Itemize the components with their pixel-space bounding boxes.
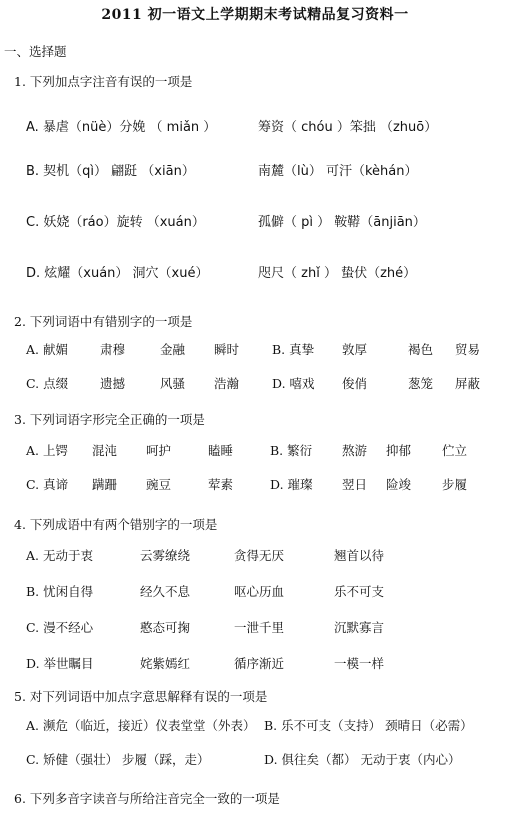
q2-c-word-4: 浩瀚 <box>214 376 240 391</box>
q3-a-word-1: A. 上锷 <box>26 443 68 458</box>
question-3-stem: 3. 下列词语字形完全正确的一项是 <box>14 412 205 427</box>
q2-a-word-3: 金融 <box>160 342 186 357</box>
q5-option-d: D. 俱往矣（都） 无动于衷（内心） <box>264 752 461 767</box>
q1-option-b-right: 南麓（lù） 可汗（kèhán） <box>258 164 418 179</box>
q4-c-idiom-2: 憨态可掬 <box>140 620 191 635</box>
q1-option-d-right: 咫尺（ zhǐ ） 蛰伏（zhé） <box>258 266 417 281</box>
q1-option-c-right: 孤僻（ pì ） 鞍鞯（ānjiān） <box>258 215 426 230</box>
q4-b-idiom-1: B. 忧闲自得 <box>26 584 94 599</box>
q4-a-idiom-2: 云雾缭绕 <box>140 548 191 563</box>
q2-c-word-3: 风骚 <box>160 376 186 391</box>
q4-d-idiom-3: 循序渐近 <box>234 656 285 671</box>
question-5-stem: 5. 对下列词语中加点字意思解释有误的一项是 <box>14 689 268 704</box>
q4-a-idiom-4: 翘首以待 <box>334 548 385 563</box>
question-2-stem: 2. 下列词语中有错别字的一项是 <box>14 314 193 329</box>
q3-b-word-1: B. 繁衍 <box>270 443 313 458</box>
question-6-stem: 6. 下列多音字读音与所给注音完全一致的一项是 <box>14 791 280 806</box>
question-4-stem: 4. 下列成语中有两个错别字的一项是 <box>14 517 218 532</box>
q2-a-word-1: A. 献媚 <box>26 342 68 357</box>
q4-c-idiom-3: 一泄千里 <box>234 620 285 635</box>
q4-c-idiom-4: 沉默寡言 <box>334 620 385 635</box>
q3-c-word-2: 蹒跚 <box>92 477 118 492</box>
q2-d-word-2: 俊俏 <box>342 376 368 391</box>
q4-b-idiom-3: 呕心历血 <box>234 584 285 599</box>
q2-b-word-2: 敦厚 <box>342 342 368 357</box>
section-heading: 一、选择题 <box>4 44 67 59</box>
q1-option-d-left: D. 炫耀（xuán） 洞穴（xué） <box>26 266 209 281</box>
q2-b-word-1: B. 真挚 <box>272 342 315 357</box>
q1-option-c-left: C. 妖娆（ráo）旋转 （xuán） <box>26 215 205 230</box>
q3-d-word-2: 翌日 <box>342 477 368 492</box>
q4-a-idiom-3: 贪得无厌 <box>234 548 285 563</box>
q2-a-word-2: 肃穆 <box>100 342 126 357</box>
q2-a-word-4: 瞬时 <box>214 342 240 357</box>
q3-d-word-3: 险竣 <box>386 477 412 492</box>
q3-a-word-3: 呵护 <box>146 443 172 458</box>
q3-b-word-2: 熬游 <box>342 443 368 458</box>
q5-option-b: B. 乐不可支（支持） 颈晴日（必需） <box>264 718 473 733</box>
q3-c-word-4: 荤素 <box>208 477 234 492</box>
q5-option-a: A. 濒危（临近，接近）仪表堂堂（外表） <box>26 718 256 733</box>
q2-c-word-1: C. 点缀 <box>26 376 69 391</box>
q2-d-word-1: D. 嘻戏 <box>272 376 315 391</box>
q3-c-word-3: 豌豆 <box>146 477 172 492</box>
q3-a-word-2: 混沌 <box>92 443 118 458</box>
question-1-stem: 1. 下列加点字注音有误的一项是 <box>14 74 193 89</box>
q2-b-word-4: 贸易 <box>455 342 481 357</box>
q1-option-a-right: 筹资（ chóu ）笨拙 （zhuō） <box>258 120 438 135</box>
q2-d-word-4: 屏蔽 <box>455 376 481 391</box>
document-title: 2011 初一语文上学期期末考试精品复习资料一 <box>101 7 409 23</box>
q2-b-word-3: 褐色 <box>408 342 434 357</box>
q4-d-idiom-1: D. 举世瞩目 <box>26 656 94 671</box>
q4-c-idiom-1: C. 漫不经心 <box>26 620 94 635</box>
q4-a-idiom-1: A. 无动于衷 <box>26 548 93 563</box>
q3-c-word-1: C. 真谛 <box>26 477 69 492</box>
q1-option-b-left: B. 契机（qì） 翩跹 （xiān） <box>26 164 195 179</box>
q4-d-idiom-4: 一模一样 <box>334 656 385 671</box>
q3-d-word-4: 步履 <box>442 477 468 492</box>
q2-c-word-2: 遗撼 <box>100 376 126 391</box>
q4-b-idiom-4: 乐不可支 <box>334 584 385 599</box>
q1-option-a-left: A. 暴虐（nüè）分娩 （ miǎn ） <box>26 120 217 135</box>
q3-b-word-3: 抑郁 <box>386 443 412 458</box>
q3-b-word-4: 伫立 <box>442 443 468 458</box>
q3-a-word-4: 瞌睡 <box>208 443 234 458</box>
q2-d-word-3: 葱笼 <box>408 376 434 391</box>
q4-d-idiom-2: 姹紫嫣红 <box>140 656 191 671</box>
q5-option-c: C. 矫健（强壮） 步履（踩，走） <box>26 752 210 767</box>
q3-d-word-1: D. 璀璨 <box>270 477 313 492</box>
q4-b-idiom-2: 经久不息 <box>140 584 191 599</box>
